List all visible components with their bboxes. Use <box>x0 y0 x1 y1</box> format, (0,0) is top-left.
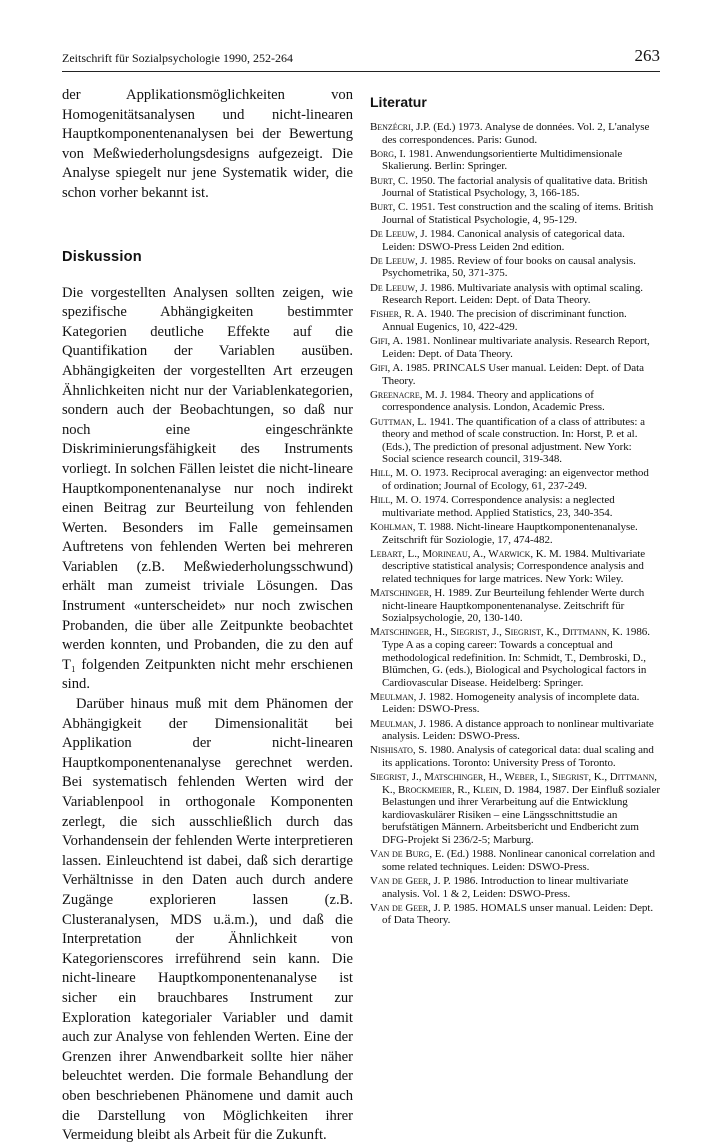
reference-text: 1984. Canonical analysis of categorical data. Leiden: DSWO-Press Leiden 2nd edition. <box>382 228 625 253</box>
reference-text: 1986. A distance approach to nonlinear multivariate analysis. Leiden: DSWO-Press. <box>382 717 654 743</box>
reference-author: Kohlman, T. <box>370 521 427 534</box>
reference-item <box>370 175 660 200</box>
reference-item <box>370 902 660 927</box>
reference-author: Van de Geer, J. P. <box>370 901 451 914</box>
reference-item <box>370 228 660 253</box>
reference-text: 1941. The quantification of a class of attributes: a theory and method of scale construction. In: Horst, P. et al. (Eds.), The prediction of presonal adjustment. New York: Social science research council, 319-348. <box>382 415 645 466</box>
running-head: Zeitschrift für Sozialpsychologie 1990, 252-264 <box>62 51 293 65</box>
reference-item <box>370 308 660 333</box>
reference-text: (Ed.) 1988. Nonlinear canonical correlation and some related techniques. Leiden: DSWO-Press. <box>382 848 655 873</box>
reference-text: 1980. Analysis of categorical data: dual scaling and its applications. Toronto: University Press of Toronto. <box>382 744 654 769</box>
reference-author: Nishisato, S. <box>370 744 428 757</box>
reference-text: 1989. Zur Beurteilung fehlender Werte durch nicht-lineare Hauptkomponentenanalyse. Zeitschrift für Sozialpsychologie, 20, 130-140. <box>382 587 645 625</box>
reference-text: 1940. The precision of discriminant function. Annual Eugenics, 10, 422-429. <box>382 308 627 334</box>
reference-item <box>370 626 660 689</box>
reference-author: Burt, C. <box>370 174 409 187</box>
page-header <box>62 46 660 72</box>
reference-text: 1981. Anwendungsorientierte Multidimensionale Skalierung. Berlin: Springer. <box>382 147 623 173</box>
reference-item <box>370 744 660 769</box>
section-heading-literatur: Literatur <box>370 94 427 110</box>
reference-item <box>370 335 660 360</box>
reference-text: 1974. Correspondence analysis: a neglected multivariate method. Applied Statistics, 23, 340-354. <box>382 494 615 519</box>
reference-item <box>370 416 660 466</box>
reference-text: (Ed.) 1973. Analyse de données. Vol. 2, L'analyse des correspondences. Paris: Gunod. <box>382 121 650 146</box>
reference-text: 1984. Multivariate descriptive statistical analysis; Correspondence analysis and related techniques for large matrices. New York: Wiley. <box>382 547 646 585</box>
reference-author: De Leeuw, J. <box>370 281 428 294</box>
reference-item <box>370 848 660 873</box>
reference-item <box>370 201 660 226</box>
reference-author: Meulman, J. <box>370 717 426 730</box>
reference-author: Gifi, A. <box>370 335 403 348</box>
reference-item <box>370 521 660 546</box>
reference-text: 1973. Reciprocal averaging: an eigenvector method of ordination; Journal of Ecology, 61, 237-249. <box>382 467 649 493</box>
reference-item <box>370 282 660 307</box>
reference-author: Siegrist, J., Matschinger, H., Weber, I., Siegrist, K., Dittmann, K., Brockmeier, R., Klein, D. <box>370 771 657 796</box>
reference-text: 1982. Homogeneity analysis of incomplete data. Leiden: DSWO-Press. <box>382 690 640 716</box>
reference-text: 1985. PRINCALS User manual. Leiden: Dept. of Data Theory. <box>382 362 644 387</box>
reference-item <box>370 548 660 586</box>
reference-text: 1984, 1987. Der Einfluß sozialer Belastungen und ihrer Verarbeitung auf die Entwicklung kardiovaskulärer Risiken – eine Längsschnittstudie an berufstätigen Männern. Arbeitsbericht und Endbericht zum DFG-Projekt Si 236/2-5; Marburg. <box>382 783 660 846</box>
reference-author: Borg, I. <box>370 147 406 160</box>
reference-text: 1988. Nicht-lineare Hauptkomponentenanalyse. Zeitschrift für Soziologie, 17, 474-482. <box>382 521 638 546</box>
reference-author: Matschinger, H. <box>370 587 446 600</box>
reference-text: 1986. Type A as a coping career: Towards a conceptual and methodological redefinition. In: Schmidt, T., Dembroski, D., Blümchen, G. (eds.), Biological and Psychological factors in Cardiovascular Disease. Heidelberg: Springer. <box>382 626 650 689</box>
reference-item <box>370 718 660 743</box>
reference-text: 1984. Theory and applications of correspondence analysis. London, Academic Press. <box>382 388 605 414</box>
reference-author: Meulman, J. <box>370 690 426 703</box>
reference-author: Benzécri, J.P. <box>370 121 431 133</box>
reference-author: De Leeuw, J. <box>370 254 428 267</box>
reference-author: Greenacre, M. J. <box>370 388 448 401</box>
reference-text: 1950. The factorial analysis of qualitative data. British Journal of Statistical Psychology, 3, 166-185. <box>382 174 648 200</box>
reference-text: 1981. Nonlinear multivariate analysis. Research Report, Leiden: Dept. of Data Theory. <box>382 335 650 360</box>
reference-list <box>370 121 660 927</box>
reference-author: Matschinger, H., Siegrist, J., Siegrist, K., Dittmann, K. <box>370 626 623 639</box>
reference-text: 1985. HOMALS unser manual. Leiden: Dept. of Data Theory. <box>382 901 654 927</box>
page-number: 263 <box>634 46 660 65</box>
paragraph-diskussion-2: Darüber hinaus muß mit dem Phänomen der Abhängigkeit der Dimensionalität bei Applikation der nicht-linearen Hauptkomponentenanalyse gerechnet werden. Bei systematisch fehlenden Werten wird der Variablenpool in orthogonale Komponenten zerlegt, die sich ausschließlich durch das Vorhandensein der fehlenden Werte interpretieren lassen. Einleuchtend ist dabei, daß sich derartige Verhältnisse in den Daten auch durch andere Zugänge explorieren lassen (z.B. Clusteranalysen, MDS u.ä.m.), und daß die Interpretation der Ähnlichkeit von Kategorienscores irreführend sein kann. Die nicht-lineare Hauptkomponentenanalyse ist sicher ein brauchbares Instrument zur Exploration kategorialer Variabler und damit auch zur Analyse von fehlenden Werten. Eine der Grenzen ihrer Anwendbarkeit sollte hier näher beleuchtet werden. Die formale Behandlung der oben beschriebenen Phänomene und damit auch die Darstellung von Möglichkeiten ihrer Vermeidung bleibt als Arbeit für die Zukunft. <box>62 696 353 1144</box>
reference-item <box>370 121 660 146</box>
reference-text: 1986. Multivariate analysis with optimal scaling. Research Report. Leiden: Dept. of Data Theory. <box>382 281 643 307</box>
reference-author: Van de Burg, E. <box>370 848 445 861</box>
right-column <box>370 86 660 929</box>
reference-text: 1985. Review of four books on causal analysis. Psychometrika, 50, 371-375. <box>382 254 636 280</box>
reference-item <box>370 691 660 716</box>
reference-author: Lebart, L., Morineau, A., Warwick, K. M. <box>370 547 562 560</box>
paragraph-intro: der Applikationsmöglichkeiten von Homogenitätsanalysen und nicht-linearen Hauptkomponentenanalysen bei der Bewertung von Meßwiederholungsdesigns aufgezeigt. Die Analyse spiegelt nur jene Systematik wider, die schon vorher bekannt ist. <box>62 87 353 201</box>
reference-author: Fisher, R. A. <box>370 308 428 321</box>
reference-item <box>370 467 660 492</box>
reference-author: Van de Geer, J. P. <box>370 874 451 887</box>
reference-author: Hill, M. O. <box>370 467 422 480</box>
left-column <box>62 86 353 1146</box>
reference-text: 1986. Introduction to linear multivariate analysis. Vol. 1 & 2, Leiden: DSWO-Press. <box>382 874 629 900</box>
reference-text: 1951. Test construction and the scaling of items. British Journal of Statistical Psychologie, 4, 95-129. <box>382 201 654 226</box>
reference-author: Guttman, L. <box>370 415 427 428</box>
reference-item <box>370 362 660 387</box>
reference-author: De Leeuw, J. <box>370 228 428 241</box>
section-heading-diskussion: Diskussion <box>62 248 142 265</box>
reference-item <box>370 389 660 414</box>
reference-item <box>370 255 660 280</box>
reference-item <box>370 148 660 173</box>
reference-author: Gifi, A. <box>370 362 403 375</box>
reference-author: Hill, M. O. <box>370 494 422 507</box>
paragraph-diskussion-1: Die vorgestellten Analysen sollten zeigen, wie spezifische Abhängigkeiten bestimmter Kategorien deutliche Effekte auf die Quantifikation der Variablen ausüben. Abhängigkeiten der vorgestellten Art erzeugen Ähnlichkeiten nicht nur der Variablenkategorien, sondern auch der Beobachtungen, so daß nur noch eine eingeschränkte Diskriminierungsfähigkeit des Instruments vorliegt. In solchen Fällen leistet die nicht-lineare Hauptkomponentenanalyse nur noch indirekt einen Beitrag zur Beurteilung von fehlenden Werten. Besonders im Falle gemeinsamen Auftretens von fehlenden Werten bei mehreren Variablen (z.B. Meßwiederholungsschwund) erhält man zumeist triviale Lösungen. Das Instrument «unterscheidet» nur noch zwischen Probanden, die über alle Zeitpunkte beobachtet werden konnten, und Probanden, die zu den auf T₁ folgenden Zeitpunkten nicht mehr erschienen sind. <box>62 284 353 693</box>
reference-item <box>370 494 660 519</box>
reference-author: Burt, C. <box>370 201 409 214</box>
reference-item <box>370 587 660 625</box>
reference-item <box>370 771 660 846</box>
reference-item <box>370 875 660 900</box>
